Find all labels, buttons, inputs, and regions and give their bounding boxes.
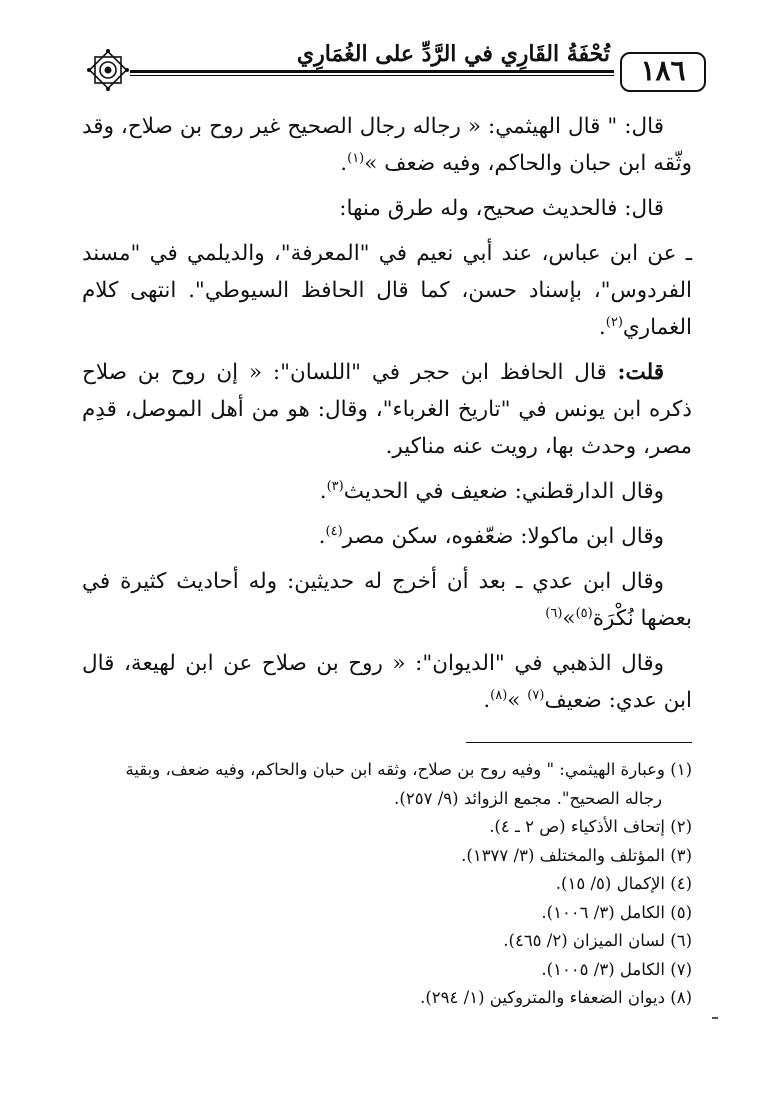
page-header: [86, 40, 706, 100]
page-number: ١٨٦: [620, 52, 706, 92]
footnote-number: (٥): [670, 902, 692, 922]
footnote-number: (٦): [670, 931, 692, 950]
footnote-ref: (٤): [325, 523, 343, 539]
paragraph-text: وقال الدارقطني: ضعيف في الحديث: [343, 479, 664, 504]
paragraph-tail: .: [483, 688, 491, 713]
footnote: [82, 813, 692, 842]
paragraph: [82, 518, 692, 555]
footnote-number: (٨): [670, 988, 692, 1007]
paragraph-text: وقال ابن عدي ـ بعد أن أخرج له حديثين: وله أحاديث كثيرة في بعضها نُكْرَة: [82, 569, 692, 631]
paragraph-tail: .: [318, 524, 326, 549]
footnote: [82, 842, 692, 871]
paragraph-text: قال الحافظ ابن حجر في "اللسان": « إن روح بن صلاح ذكره ابن يونس في "تاريخ الغرباء"، وقال: هو من أهل الموصل، قدِم مصر، وحدث بها، رويت عنه مناكير.: [82, 360, 692, 459]
paragraph-text: قال: " قال الهيثمي: « رجاله رجال الصحيح غير روح بن صلاح، وقد وثّقه ابن حبان والحاكم، وفيه ضعف »: [82, 114, 692, 176]
scan-mark: [712, 1017, 718, 1019]
footnote-text: لسان الميزان (٢/ ٤٦٥).: [503, 931, 665, 950]
footnote: [82, 956, 692, 985]
footnote-text: الكامل (٣/ ١٠٠٦).: [541, 902, 665, 922]
footnote: [82, 870, 692, 899]
paragraph-lead: قلت:: [617, 360, 664, 385]
main-text: [82, 108, 692, 719]
footnote: [82, 984, 692, 1013]
paragraph-text: وقال ابن ماكولا: ضعّفوه، سكن مصر: [342, 524, 664, 549]
footnote-ref: (٢): [605, 314, 623, 330]
footnote-separator: [466, 742, 692, 743]
footnote-ref: (١): [347, 150, 365, 166]
footnote-text: الكامل (٣/ ١٠٠٥).: [541, 959, 665, 979]
footnote-continuation: رجاله الصحيح". مجمع الزوائد (٩/ ٢٥٧).: [394, 788, 662, 808]
header-rule-thin: [130, 75, 614, 76]
running-title: تُحْفَةُ القَارِي في الرَّدِّ على الغُمَارِي: [296, 41, 610, 67]
paragraph: [82, 190, 692, 227]
paragraph: [82, 108, 692, 182]
footnote: [82, 899, 692, 928]
paragraph: [82, 235, 692, 346]
paragraph-text: وقال الذهبي في "الديوان": « روح بن صلاح عن ابن لهيعة، قال ابن عدي: ضعيف: [82, 651, 692, 713]
paragraph-tail: »: [562, 606, 576, 631]
paragraph-text: ـ عن ابن عباس، عند أبي نعيم في "المعرفة"، والديلمي في "مسند الفردوس"، بإسناد حسن، كما قال الحافظ السيوطي". انتهى كلام الغماري: [82, 241, 692, 340]
paragraph-tail: .: [340, 151, 348, 176]
footnote: [82, 756, 692, 813]
paragraph: [82, 354, 692, 465]
eight-point-star-ornament-icon: [86, 48, 130, 92]
footnote-text: المؤتلف والمختلف (٣/ ١٣٧٧).: [461, 845, 665, 865]
footnote-ref: (٧): [527, 687, 545, 703]
header-rule: [130, 70, 614, 73]
footnote-ref: (٦): [545, 605, 563, 621]
footnote-number: (٢): [670, 817, 692, 836]
footnote-ref: (٨): [490, 687, 508, 703]
footnote-number: (١): [670, 760, 692, 779]
footnote-number: (٣): [670, 845, 692, 865]
paragraph: [82, 473, 692, 510]
footnote-number: (٧): [670, 959, 692, 979]
footnote-text: الإكمال (٥/ ١٥).: [555, 874, 665, 893]
footnote: [82, 927, 692, 956]
footnote-number: (٤): [670, 874, 692, 893]
paragraph-text: قال: فالحديث صحيح، وله طرق منها:: [339, 196, 664, 221]
paragraph-tail: .: [598, 315, 606, 340]
paragraph-tail: .: [319, 479, 327, 504]
footnote-ref: (٣): [326, 478, 344, 494]
footnote-text: ديوان الضعفاء والمتروكين (١/ ٢٩٤).: [420, 988, 665, 1007]
paragraph: [82, 563, 692, 637]
footnote-text: وعبارة الهيثمي: " وفيه روح بن صلاح، وثقه ابن حبان والحاكم، وفيه ضعف، وبقية: [125, 760, 665, 779]
footnote-text: إتحاف الأذكياء (ص ٢ ـ ٤).: [489, 817, 665, 836]
footnote-ref: (٥): [575, 605, 593, 621]
paragraph-tail: »: [507, 688, 528, 713]
paragraph: [82, 645, 692, 719]
footnotes: [82, 756, 692, 1013]
